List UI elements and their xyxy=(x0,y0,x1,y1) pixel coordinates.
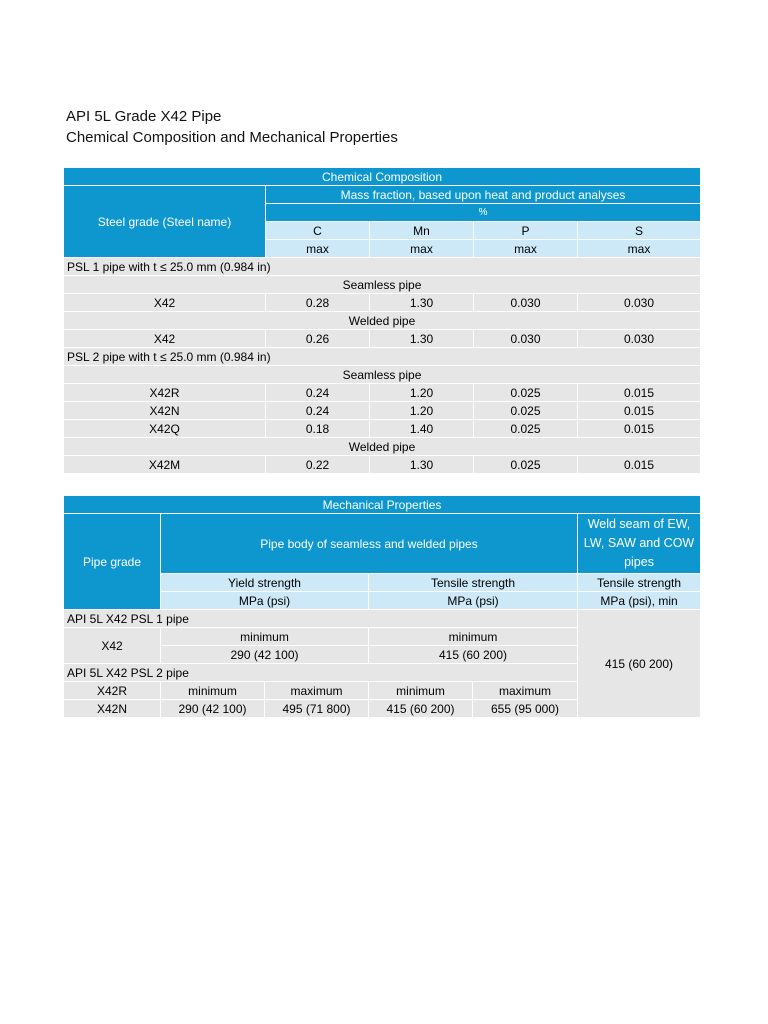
tensile-strength-header: Tensile strength xyxy=(369,574,578,592)
mech-caption: Mechanical Properties xyxy=(64,496,701,514)
yield-maximum-label: maximum xyxy=(265,682,369,700)
weld-unit: MPa (psi), min xyxy=(578,592,701,610)
grade-cell: X42 xyxy=(64,628,161,664)
tensile-unit: MPa (psi) xyxy=(369,592,578,610)
psl1-welded-label: Welded pipe xyxy=(64,312,701,330)
element-c-header: C xyxy=(266,222,370,240)
grade-cell: X42N xyxy=(64,402,266,420)
limit-mn: max xyxy=(370,240,474,258)
s-value: 0.015 xyxy=(578,420,701,438)
tensile-minimum-label: minimum xyxy=(369,682,473,700)
yield-unit: MPa (psi) xyxy=(161,592,369,610)
psl2-section-label: API 5L X42 PSL 2 pipe xyxy=(64,664,578,682)
title-line-2: Chemical Composition and Mechanical Properties xyxy=(66,129,398,146)
tensile-minimum-value: 415 (60 200) xyxy=(369,646,578,664)
psl1-section-label: PSL 1 pipe with t ≤ 25.0 mm (0.984 in) xyxy=(64,258,701,276)
limit-p: max xyxy=(474,240,578,258)
mechanical-properties-table xyxy=(63,495,701,718)
table-row xyxy=(64,384,701,402)
grade-cell: X42 xyxy=(64,294,266,312)
s-value: 0.015 xyxy=(578,402,701,420)
table-row xyxy=(64,420,701,438)
psl2-welded-label: Welded pipe xyxy=(64,438,701,456)
s-value: 0.030 xyxy=(578,294,701,312)
yield-strength-header: Yield strength xyxy=(161,574,369,592)
grade-cell: X42M xyxy=(64,456,266,474)
s-value: 0.030 xyxy=(578,330,701,348)
psl2-seamless-label: Seamless pipe xyxy=(64,366,701,384)
document-title xyxy=(66,106,398,148)
tensile-maximum-value: 655 (95 000) xyxy=(473,700,578,718)
chemical-composition-table xyxy=(63,167,701,474)
c-value: 0.22 xyxy=(266,456,370,474)
grade-cell: X42Q xyxy=(64,420,266,438)
mn-value: 1.30 xyxy=(370,294,474,312)
mn-value: 1.30 xyxy=(370,456,474,474)
title-line-1: API 5L Grade X42 Pipe xyxy=(66,108,222,125)
p-value: 0.025 xyxy=(474,384,578,402)
mn-value: 1.30 xyxy=(370,330,474,348)
steel-grade-header: Steel grade (Steel name) xyxy=(64,186,266,258)
limit-s: max xyxy=(578,240,701,258)
tensile-minimum-label: minimum xyxy=(369,628,578,646)
grade-cell: X42 xyxy=(64,330,266,348)
c-value: 0.24 xyxy=(266,402,370,420)
p-value: 0.030 xyxy=(474,330,578,348)
p-value: 0.025 xyxy=(474,456,578,474)
c-value: 0.28 xyxy=(266,294,370,312)
yield-maximum-value: 495 (71 800) xyxy=(265,700,369,718)
limit-c: max xyxy=(266,240,370,258)
psl1-seamless-label: Seamless pipe xyxy=(64,276,701,294)
table-row xyxy=(64,330,701,348)
psl2-section-label: PSL 2 pipe with t ≤ 25.0 mm (0.984 in) xyxy=(64,348,701,366)
pipe-grade-header: Pipe grade xyxy=(64,514,161,610)
table-row xyxy=(64,402,701,420)
element-p-header: P xyxy=(474,222,578,240)
p-value: 0.025 xyxy=(474,420,578,438)
grade-cell: X42R xyxy=(64,682,161,700)
table-row xyxy=(64,294,701,312)
weld-tensile-header: Tensile strength xyxy=(578,574,701,592)
tensile-minimum-value: 415 (60 200) xyxy=(369,700,473,718)
yield-minimum-value: 290 (42 100) xyxy=(161,700,265,718)
mn-value: 1.40 xyxy=(370,420,474,438)
yield-minimum-value: 290 (42 100) xyxy=(161,646,369,664)
pipe-body-header: Pipe body of seamless and welded pipes xyxy=(161,514,578,574)
mass-fraction-header: Mass fraction, based upon heat and product analyses xyxy=(266,186,701,204)
element-s-header: S xyxy=(578,222,701,240)
percent-header: % xyxy=(266,204,701,222)
p-value: 0.030 xyxy=(474,294,578,312)
tensile-maximum-label: maximum xyxy=(473,682,578,700)
yield-minimum-label: minimum xyxy=(161,628,369,646)
element-mn-header: Mn xyxy=(370,222,474,240)
psl1-section-label: API 5L X42 PSL 1 pipe xyxy=(64,610,578,628)
s-value: 0.015 xyxy=(578,384,701,402)
p-value: 0.025 xyxy=(474,402,578,420)
chem-caption: Chemical Composition xyxy=(64,168,701,186)
c-value: 0.24 xyxy=(266,384,370,402)
table-row xyxy=(64,456,701,474)
weld-seam-header: Weld seam of EW, LW, SAW and COW pipes xyxy=(578,514,701,574)
s-value: 0.015 xyxy=(578,456,701,474)
c-value: 0.26 xyxy=(266,330,370,348)
mn-value: 1.20 xyxy=(370,384,474,402)
weld-seam-value: 415 (60 200) xyxy=(578,610,701,718)
grade-cell: X42N xyxy=(64,700,161,718)
grade-cell: X42R xyxy=(64,384,266,402)
c-value: 0.18 xyxy=(266,420,370,438)
yield-minimum-label: minimum xyxy=(161,682,265,700)
mn-value: 1.20 xyxy=(370,402,474,420)
